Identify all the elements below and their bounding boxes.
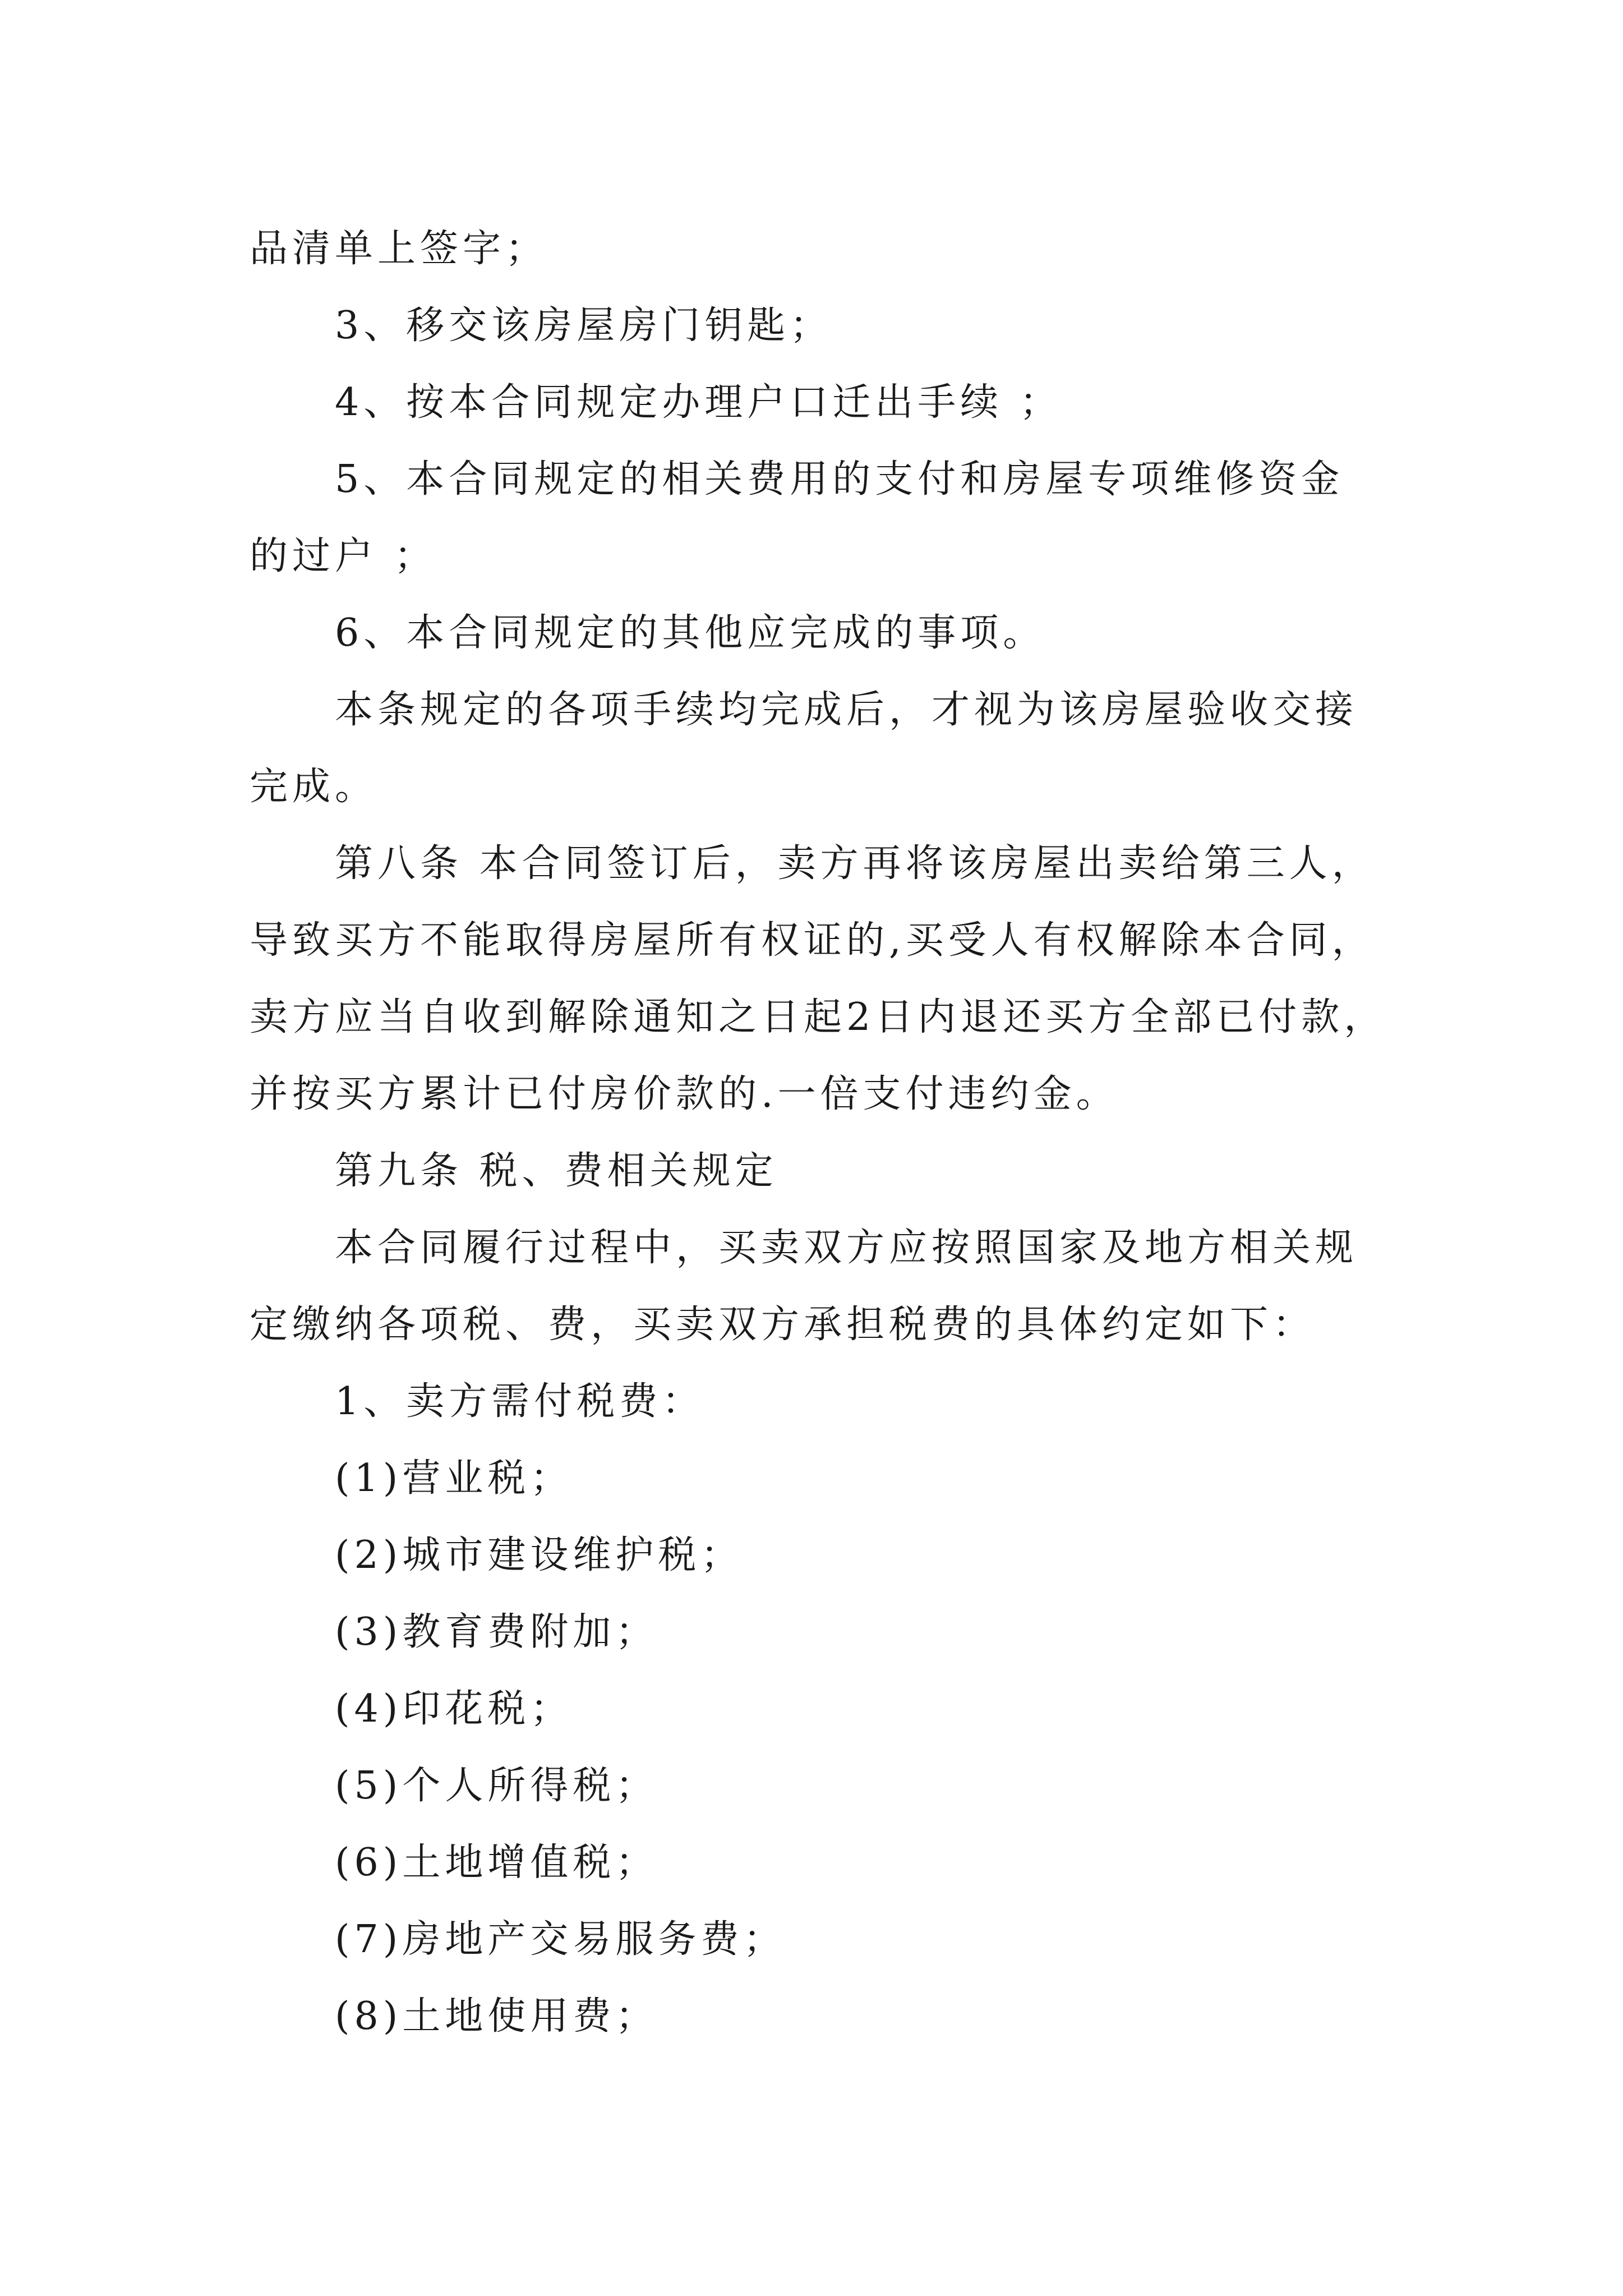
text-line: 定缴纳各项税、费，买卖双方承担税费的具体约定如下： — [250, 1303, 1316, 1347]
list-item: (5)个人所得税； — [335, 1764, 658, 1808]
document-body — [250, 210, 1394, 2055]
text-line: 完成。 — [250, 765, 378, 809]
text-line: 导致买方不能取得房屋所有权证的,买受人有权解除本合同， — [250, 918, 1375, 963]
text-line: 6、本合同规定的其他应完成的事项。 — [335, 611, 1046, 655]
text-line: 卖方应当自收到解除通知之日起2日内退还买方全部已付款， — [250, 995, 1387, 1039]
list-item: (4)印花税； — [335, 1687, 573, 1731]
list-item: (1)营业税； — [335, 1456, 573, 1501]
text-line: 3、移交该房屋房门钥匙； — [335, 303, 833, 348]
list-item: (3)教育费附加； — [335, 1610, 658, 1654]
text-line: 4、按本合同规定办理户口迁出手续 ； — [335, 380, 1062, 425]
text-line: 本条规定的各项手续均完成后，才视为该房屋验收交接 — [335, 688, 1358, 732]
section-heading: 第九条 税、费相关规定 — [335, 1149, 778, 1193]
list-item: (8)土地使用费； — [335, 1994, 658, 2039]
text-line: 的过户 ； — [250, 534, 437, 578]
text-line: 并按买方累计已付房价款的.一倍支付违约金。 — [250, 1072, 1119, 1116]
list-item: (7)房地产交易服务费； — [335, 1917, 786, 1962]
text-line: 第八条 本合同签订后，卖方再将该房屋出卖给第三人， — [335, 841, 1375, 886]
text-line: 品清单上签字； — [250, 227, 548, 271]
list-item: (2)城市建设维护税； — [335, 1533, 744, 1577]
list-item: (6)土地增值税； — [335, 1841, 658, 1885]
text-line: 本合同履行过程中，买卖双方应按照国家及地方相关规 — [335, 1226, 1358, 1270]
text-line: 5、本合同规定的相关费用的支付和房屋专项维修资金 — [335, 457, 1344, 501]
text-line: 1、卖方需付税费： — [335, 1379, 705, 1424]
